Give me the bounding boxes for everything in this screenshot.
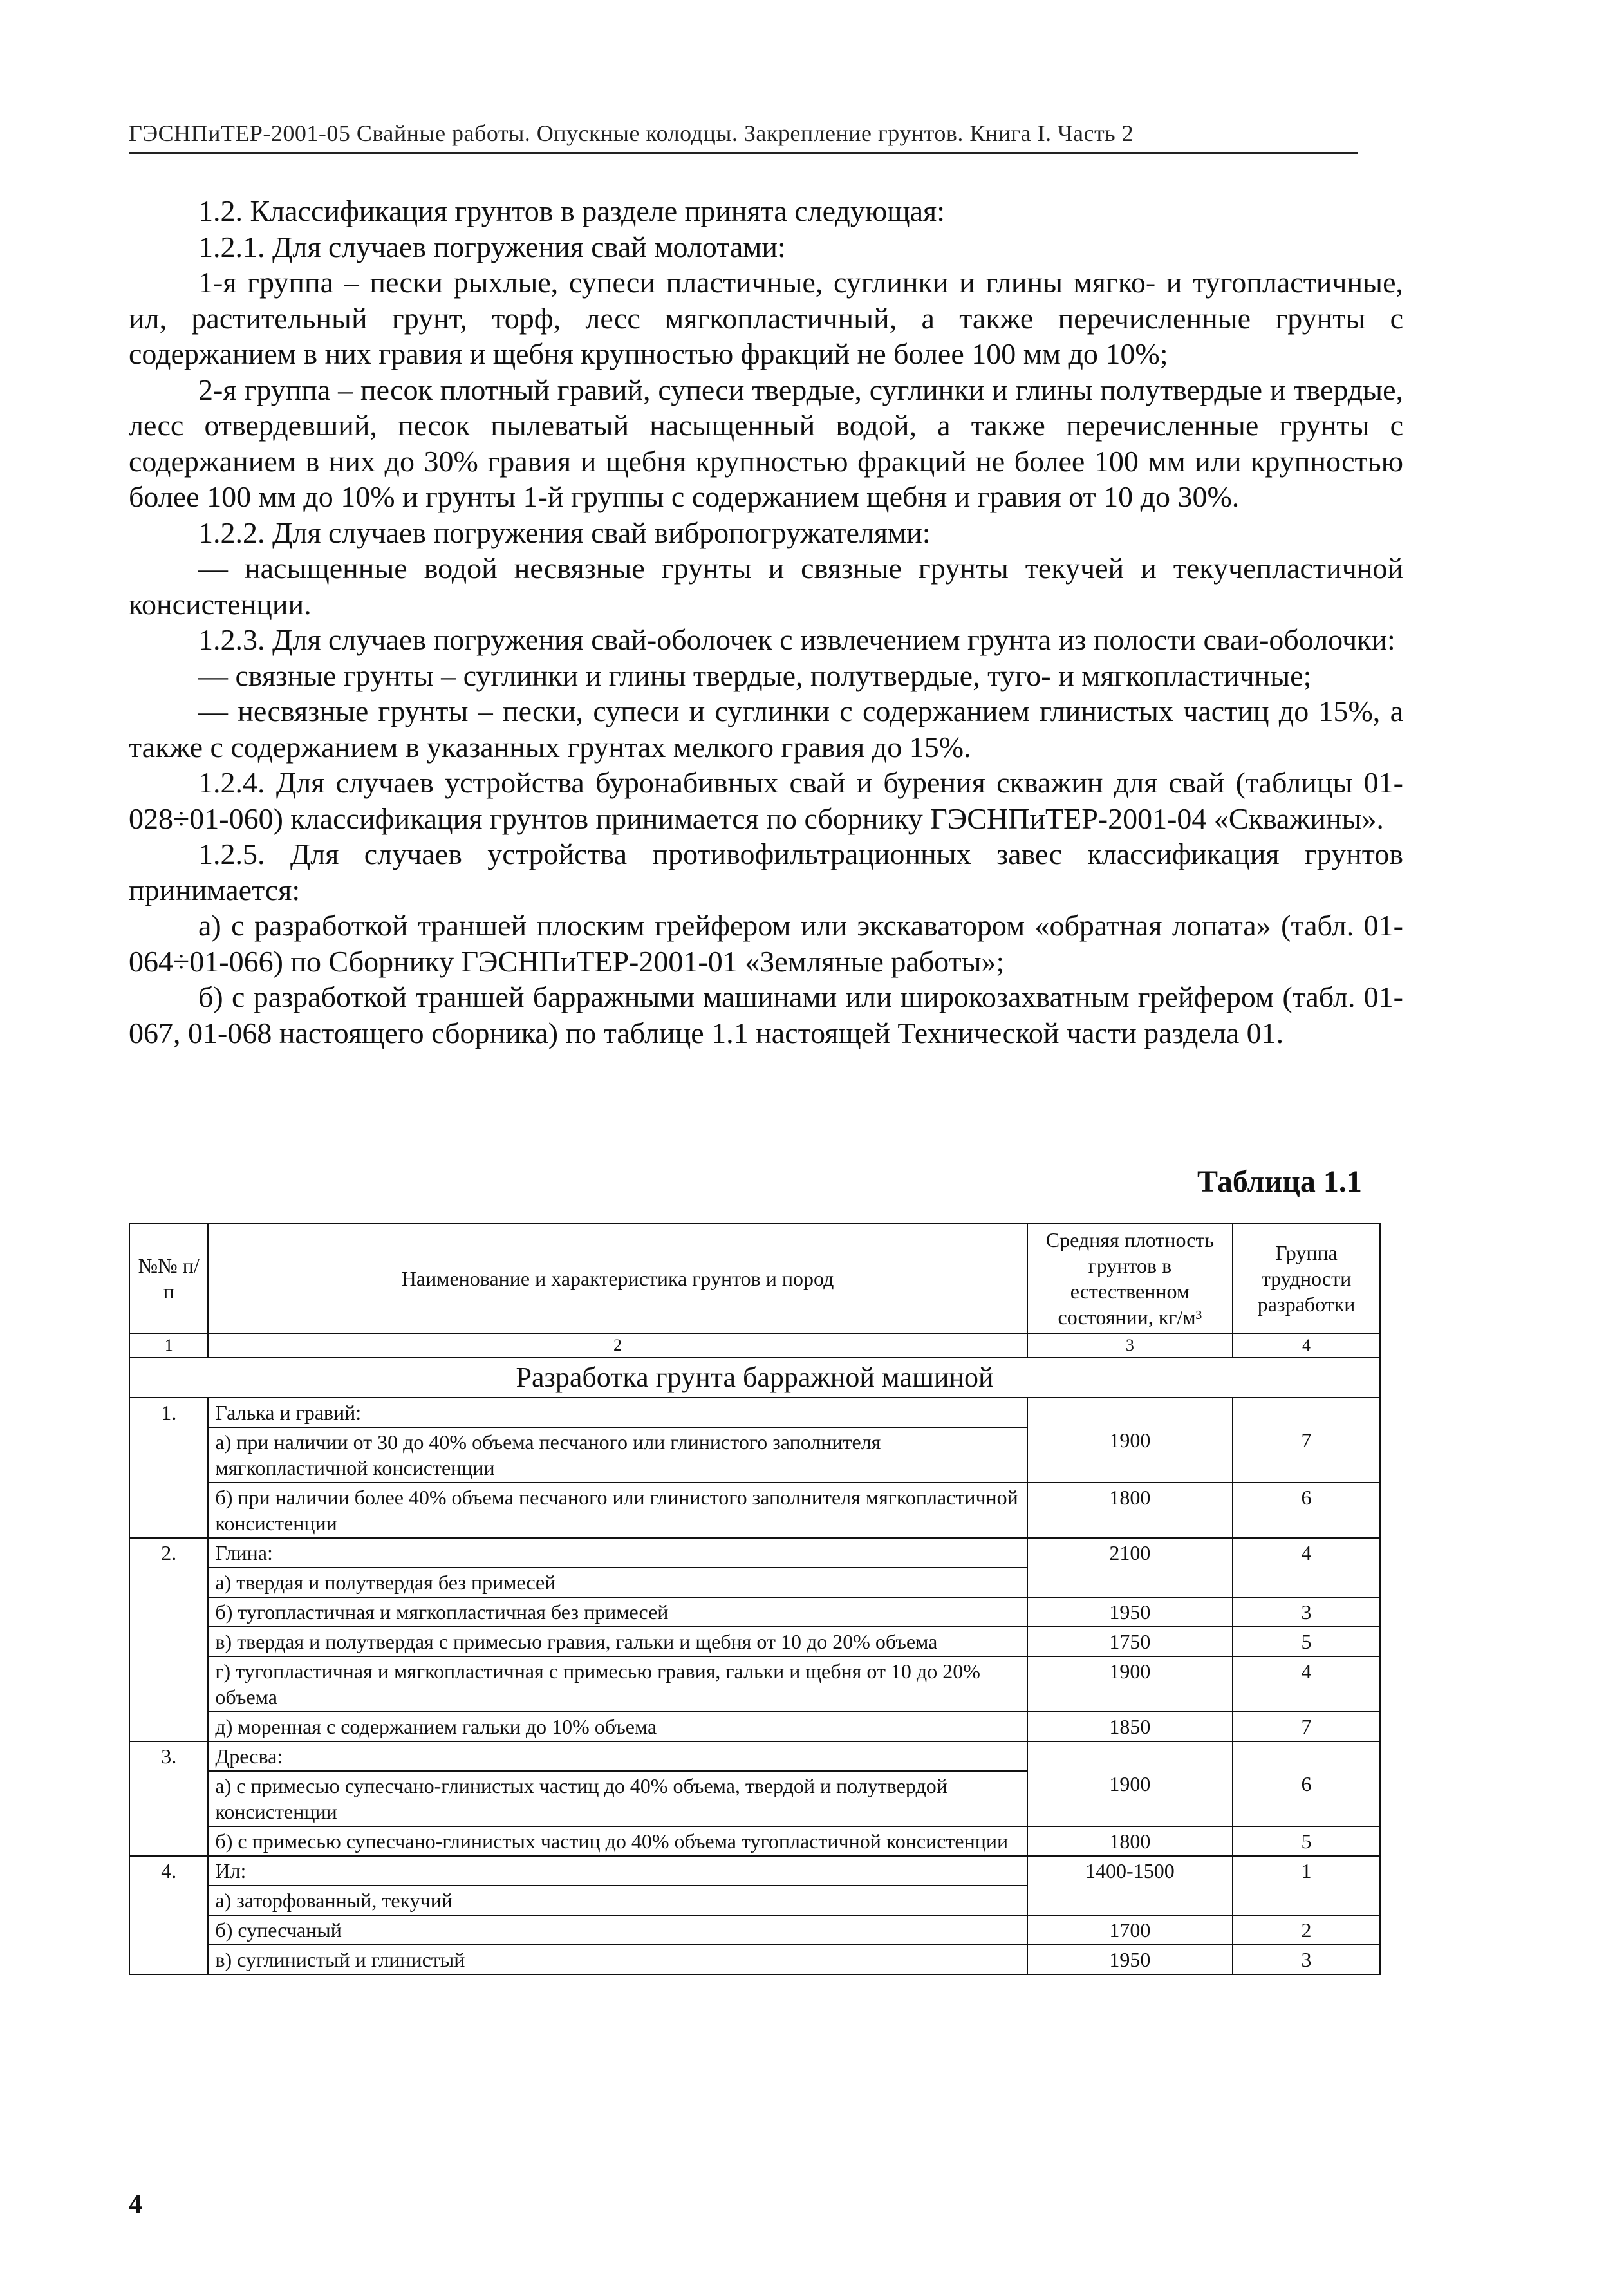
table-row-name: а) с примесью супесчано-глинистых частиц до 40% объема, твердой и полутвердой консистенции — [208, 1771, 1027, 1826]
table-row-name: б) при наличии более 40% объема песчаного или глинистого заполнителя мягкопластичной консистенции — [208, 1483, 1027, 1538]
column-number: 3 — [1027, 1333, 1233, 1358]
group-cell: 4 — [1233, 1538, 1380, 1597]
table-row-name: г) тугопластичная и мягкопластичная с примесью гравия, гальки и щебня от 10 до 20% объема — [208, 1656, 1027, 1712]
group-cell: 7 — [1233, 1712, 1380, 1741]
paragraph: а) с разработкой траншей плоским грейфером или экскаватором «обратная лопата» (табл. 01-064÷01-066) по Сборнику ГЭСНПиТЕР-2001-01 «Земляные работы»; — [129, 909, 1403, 978]
table-row-name: в) твердая и полутвердая с примесью гравия, гальки и щебня от 10 до 20% объема — [208, 1627, 1027, 1656]
paragraph: 2-я группа – песок плотный гравий, супеси твердые, суглинки и глины полутвердые и твердые, лесс отвердевший, песок пылеватый насыщенный водой, а также перечисленные грунты с содержанием в них до 30% гравия и щебня крупностью фракций не более 100 мм или крупностью более 100 мм до 10% и грунты 1-й группы с содержанием щебня и гравия от 10 до 30%. — [129, 373, 1403, 513]
group-title: Дресва: — [208, 1741, 1027, 1771]
group-cell: 4 — [1233, 1656, 1380, 1712]
group-number: 2. — [129, 1538, 208, 1741]
density-cell: 2100 — [1027, 1538, 1233, 1597]
column-number: 4 — [1233, 1333, 1380, 1358]
group-title: Галька и гравий: — [208, 1398, 1027, 1427]
section-title: Разработка грунта барражной машиной — [129, 1358, 1380, 1398]
paragraph: б) с разработкой траншей барражными машинами или широкозахватным грейфером (табл. 01-067, 01-068 настоящего сборника) по таблице 1.1 настоящей Технической части раздела 01. — [129, 980, 1403, 1049]
group-cell: 5 — [1233, 1826, 1380, 1856]
group-cell: 5 — [1233, 1627, 1380, 1656]
paragraph: 1.2.1. Для случаев погружения свай молотами: — [198, 230, 786, 263]
density-cell: 1800 — [1027, 1826, 1233, 1856]
header-num: №№ п/п — [129, 1224, 208, 1333]
table-row-name: д) моренная с содержанием гальки до 10% объема — [208, 1712, 1027, 1741]
paragraph: — несвязные грунты – пески, супеси и суглинки с содержанием глинистых частиц до 15%, а также с содержанием в указанных грунтах мелкого гравия до 15%. — [129, 695, 1403, 764]
group-number: 3. — [129, 1741, 208, 1856]
table-row-name: а) при наличии от 30 до 40% объема песчаного или глинистого заполнителя мягкопластичной консистенции — [208, 1427, 1027, 1483]
density-cell: 1950 — [1027, 1597, 1233, 1627]
table-caption: Таблица 1.1 — [1197, 1165, 1362, 1199]
header-name: Наименование и характеристика грунтов и пород — [208, 1224, 1027, 1333]
paragraph: — связные грунты – суглинки и глины твердые, полутвердые, туго- и мягкопластичные; — [198, 659, 1312, 692]
table-row-name: б) с примесью супесчано-глинистых частиц до 40% объема тугопластичной консистенции — [208, 1826, 1027, 1856]
density-cell: 1750 — [1027, 1627, 1233, 1656]
table-row-name: а) твердая и полутвердая без примесей — [208, 1568, 1027, 1597]
density-cell: 1400-1500 — [1027, 1856, 1233, 1915]
group-cell: 7 — [1233, 1398, 1380, 1483]
group-number: 4. — [129, 1856, 208, 1974]
density-cell: 1900 — [1027, 1656, 1233, 1712]
group-cell: 2 — [1233, 1915, 1380, 1945]
group-title: Глина: — [208, 1538, 1027, 1568]
density-cell: 1950 — [1027, 1945, 1233, 1974]
header-group: Группа трудности разработки — [1233, 1224, 1380, 1333]
group-cell: 6 — [1233, 1483, 1380, 1538]
paragraph: 1.2.2. Для случаев погружения свай вибропогружателями: — [198, 516, 931, 549]
density-cell: 1900 — [1027, 1741, 1233, 1826]
group-cell: 6 — [1233, 1741, 1380, 1826]
table-row-name: а) заторфованный, текучий — [208, 1886, 1027, 1915]
density-cell: 1700 — [1027, 1915, 1233, 1945]
group-cell: 3 — [1233, 1945, 1380, 1974]
running-header: ГЭСНПиТЕР-2001-05 Свайные работы. Опускные колодцы. Закрепление грунтов. Книга I. Часть 2 — [129, 120, 1358, 154]
group-cell: 3 — [1233, 1597, 1380, 1627]
column-number: 2 — [208, 1333, 1027, 1358]
soil-classification-table — [129, 1223, 1381, 1975]
paragraph: 1.2.3. Для случаев погружения свай-оболочек с извлечением грунта из полости сваи-оболочки: — [198, 623, 1395, 656]
paragraph: — насыщенные водой несвязные грунты и связные грунты текучей и текучепластичной консистенции. — [129, 552, 1403, 621]
table-row-name: б) тугопластичная и мягкопластичная без примесей — [208, 1597, 1027, 1627]
table-row-name: в) суглинистый и глинистый — [208, 1945, 1027, 1974]
density-cell: 1850 — [1027, 1712, 1233, 1741]
page-number: 4 — [129, 2189, 142, 2219]
group-cell: 1 — [1233, 1856, 1380, 1915]
density-cell: 1800 — [1027, 1483, 1233, 1538]
paragraph: 1.2.4. Для случаев устройства буронабивных свай и бурения скважин для свай (таблицы 01-028÷01-060) классификация грунтов принимается по сборнику ГЭСНПиТЕР-2001-04 «Скважины». — [129, 766, 1403, 835]
table-row-name: б) супесчаный — [208, 1915, 1027, 1945]
paragraph: 1.2. Классификация грунтов в разделе принята следующая: — [198, 194, 945, 227]
group-number: 1. — [129, 1398, 208, 1538]
body-text — [129, 193, 1403, 1051]
group-title: Ил: — [208, 1856, 1027, 1886]
paragraph: 1.2.5. Для случаев устройства противофильтрационных завес классификация грунтов принимается: — [129, 838, 1403, 906]
column-number: 1 — [129, 1333, 208, 1358]
header-density: Средняя плотность грунтов в естественном состоянии, кг/м³ — [1027, 1224, 1233, 1333]
paragraph: 1-я группа – пески рыхлые, супеси пластичные, суглинки и глины мягко- и тугопластичные, ил, растительный грунт, торф, лесс мягкопластичный, а также перечисленные грунты с содержанием в них гравия и щебня крупностью фракций не более 100 мм до 10%; — [129, 266, 1403, 370]
density-cell: 1900 — [1027, 1398, 1233, 1483]
